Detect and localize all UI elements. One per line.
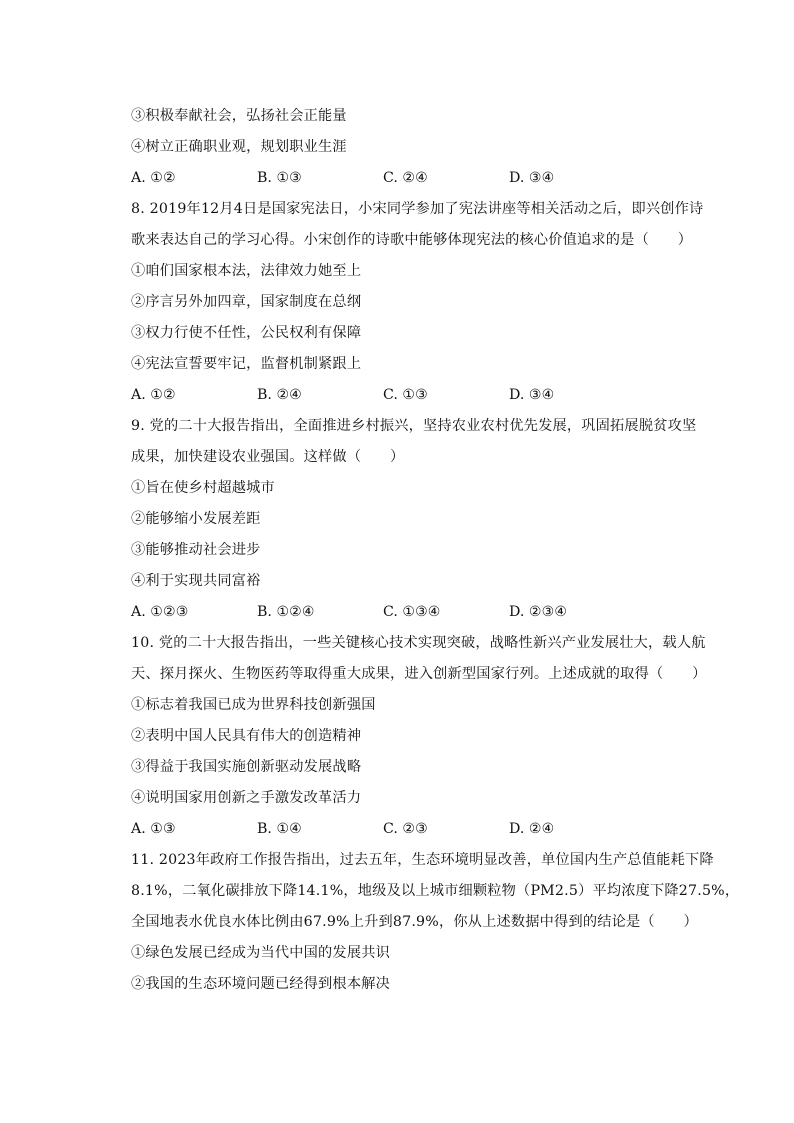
prev-statement-3: ③积极奉献社会，弘扬社会正能量 — [131, 108, 347, 124]
q9-stem-line-1: 9. 党的二十大报告指出，全面推进乡村振兴，坚持农业农村优先发展，巩固拓展脱贫攻坚 — [131, 418, 697, 434]
option-c: C. ①③④ — [383, 604, 441, 620]
q9-statement-4: ④利于实现共同富裕 — [131, 573, 261, 589]
option-b: B. ②④ — [257, 387, 302, 403]
q8-statement-1: ①咱们国家根本法，法律效力她至上 — [131, 263, 362, 279]
q10-statement-1: ①标志着我国已成为世界科技创新强国 — [131, 697, 376, 713]
question-content — [131, 101, 740, 1000]
q10-options — [131, 814, 711, 845]
option-b: B. ①④ — [257, 821, 302, 837]
q10-stem-line-1: 10. 党的二十大报告指出，一些关键核心技术实现突破，战略性新兴产业发展壮大，载人航 — [131, 635, 706, 651]
q8-statement-2: ②序言另外加四章，国家制度在总纲 — [131, 294, 362, 310]
q10-stem-line-2: 天、探月探火、生物医药等取得重大成果，进入创新型国家行列。上述成就的取得（ ） — [131, 666, 707, 682]
q10-statement-3: ③得益于我国实施创新驱动发展战略 — [131, 759, 362, 775]
q9-stem-line-2: 成果，加快建设农业强国。这样做（ ） — [131, 449, 405, 465]
q8-statement-3: ③权力行使不任性，公民权利有保障 — [131, 325, 362, 341]
option-b: B. ①③ — [257, 170, 302, 186]
q9-options — [131, 597, 711, 628]
option-d: D. ③④ — [509, 170, 555, 186]
option-a: A. ①② — [131, 387, 176, 403]
q9-statement-3: ③能够推动社会进步 — [131, 542, 261, 558]
q8-stem-line-2: 歌来表达自己的学习心得。小宋创作的诗歌中能够体现宪法的核心价值追求的是（ ） — [131, 232, 693, 248]
option-d: D. ②③④ — [509, 604, 568, 620]
q11-stem-line-1: 11. 2023年政府工作报告指出，过去五年，生态环境明显改善，单位国内生产总值能耗下降 — [131, 852, 714, 868]
q10-statement-2: ②表明中国人民具有伟大的创造精神 — [131, 728, 362, 744]
option-c: C. ②③ — [383, 821, 428, 837]
option-a: A. ①③ — [131, 821, 176, 837]
q8-options — [131, 380, 711, 411]
q11-statement-2: ②我国的生态环境问题已经得到根本解决 — [131, 976, 390, 992]
option-b: B. ①②④ — [257, 604, 315, 620]
q8-statement-4: ④宪法宣誓要牢记，监督机制紧跟上 — [131, 356, 362, 372]
prev-options — [131, 163, 711, 194]
q11-statement-1: ①绿色发展已经成为当代中国的发展共识 — [131, 945, 390, 961]
q9-statement-2: ②能够缩小发展差距 — [131, 511, 261, 527]
option-a: A. ①②③ — [131, 604, 189, 620]
q11-stem-line-3: 全国地表水优良水体比例由67.9%上升到87.9%，你从上述数据中得到的结论是（ ） — [131, 914, 698, 930]
option-a: A. ①② — [131, 170, 176, 186]
q11-stem-line-2: 8.1%，二氧化碳排放下降14.1%，地级及以上城市细颗粒物（PM2.5）平均浓度下降27.5%， — [131, 883, 740, 899]
option-d: D. ②④ — [509, 821, 555, 837]
option-d: D. ③④ — [509, 387, 555, 403]
q9-statement-1: ①旨在使乡村超越城市 — [131, 480, 275, 496]
prev-statement-4: ④树立正确职业观，规划职业生涯 — [131, 139, 347, 155]
q8-stem-line-1: 8. 2019年12月4日是国家宪法日，小宋同学参加了宪法讲座等相关活动之后，即兴创作诗 — [131, 201, 704, 217]
q10-statement-4: ④说明国家用创新之手激发改革活力 — [131, 790, 362, 806]
option-c: C. ①③ — [383, 387, 428, 403]
option-c: C. ②④ — [383, 170, 428, 186]
